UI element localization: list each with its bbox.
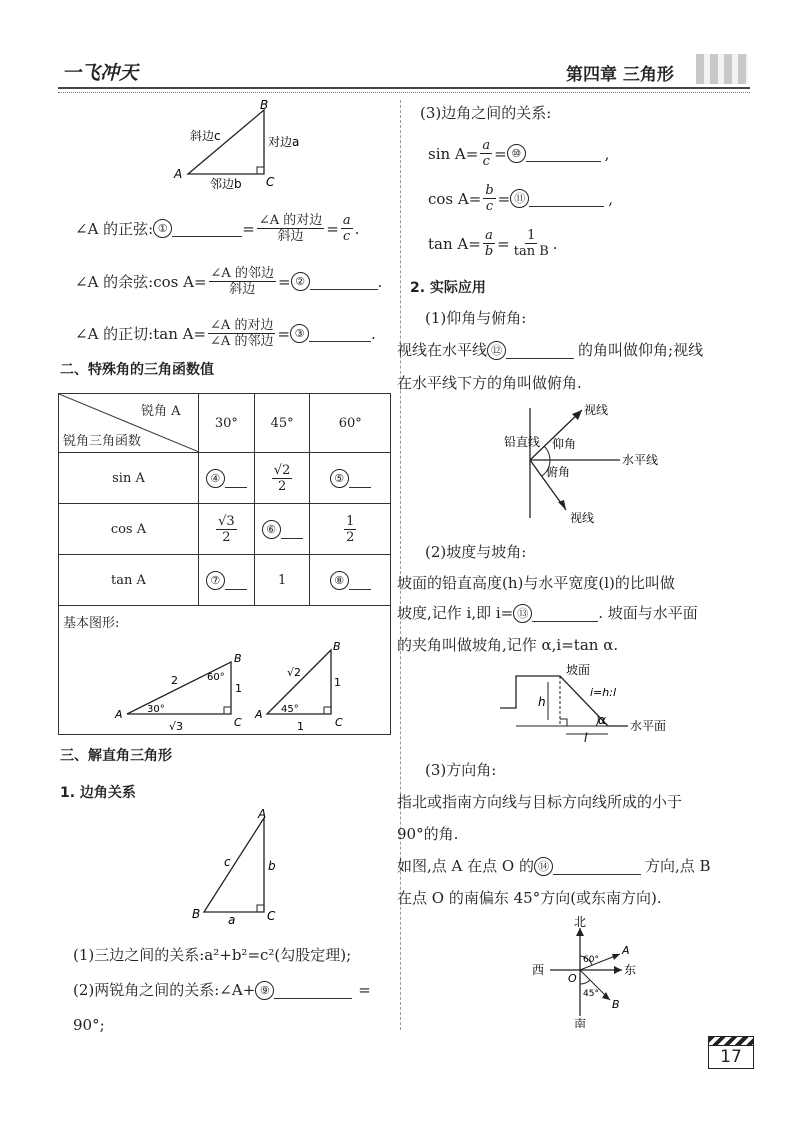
header-rule-dotted bbox=[58, 92, 750, 93]
tan-definition: ∠A 的正切:tan A= $\frac{\text{∠A 的对边}}{\text{∠A 的邻边}}$ = ③ . bbox=[75, 318, 376, 349]
hypotenuse-label: 斜边c bbox=[190, 129, 221, 143]
svg-text:坡面: 坡面 bbox=[566, 663, 591, 677]
table-row: sin A ④ $\frac{√2}{2}$ ⑤ bbox=[59, 453, 391, 504]
svg-text:O: O bbox=[568, 972, 577, 985]
table-header-diagonal: 锐角 A 锐角三角函数 bbox=[59, 394, 199, 453]
blank-2[interactable] bbox=[310, 273, 378, 290]
svg-text:北: 北 bbox=[574, 916, 587, 929]
relation-2-end: 90°; bbox=[73, 1016, 105, 1034]
cos-relation: cos A= $\frac{b}{c}$ = ⑪ , bbox=[428, 183, 613, 214]
svg-text:南: 南 bbox=[574, 1017, 587, 1028]
slope-line-2: 坡度,记作 i,即 i= ⑬ . 坡面与水平面 bbox=[397, 604, 698, 622]
svg-text:b: b bbox=[268, 859, 276, 873]
right-triangle-figure-2 bbox=[188, 808, 298, 930]
svg-text:30°: 30° bbox=[147, 704, 165, 715]
angle-45: 45° bbox=[254, 394, 310, 453]
header-decoration bbox=[696, 54, 748, 84]
blank-3[interactable] bbox=[309, 325, 371, 342]
brand-logo: 一飞冲天 bbox=[62, 62, 139, 84]
subsection-2-title: 2. 实际应用 bbox=[410, 280, 486, 296]
svg-text:A: A bbox=[258, 808, 267, 821]
subsection-1-title: 1. 边角关系 bbox=[60, 785, 136, 801]
svg-text:c: c bbox=[224, 855, 231, 869]
svg-text:东: 东 bbox=[624, 963, 637, 977]
section-2-title: 二、特殊角的三角函数值 bbox=[60, 362, 214, 378]
table-row: cos A $\frac{√3}{2}$ ⑥ $\frac{1}{2}$ bbox=[59, 504, 391, 555]
direction-line-1: 指北或指南方向线与目标方向线所成的小于 bbox=[397, 793, 683, 811]
blank-9[interactable] bbox=[274, 982, 352, 999]
svg-text:45°: 45° bbox=[583, 989, 599, 999]
blank-1[interactable] bbox=[172, 220, 242, 237]
svg-text:a: a bbox=[228, 913, 236, 927]
relation-2: (2)两锐角之间的关系:∠A+ ⑨ = bbox=[73, 981, 371, 999]
svg-text:60°: 60° bbox=[583, 955, 599, 965]
page-number-badge bbox=[708, 1036, 754, 1070]
svg-text:i=h:l: i=h:l bbox=[590, 686, 617, 699]
basic-triangles-figure bbox=[59, 626, 392, 734]
blank-13[interactable] bbox=[532, 605, 598, 622]
svg-text:A: A bbox=[115, 708, 123, 721]
angle-60: 60° bbox=[310, 394, 391, 453]
svg-text:A: A bbox=[622, 944, 630, 957]
sin-relation: sin A= $\frac{a}{c}$ = ⑩ , bbox=[428, 138, 610, 169]
slope-line-1: 坡面的铅直高度(h)与水平宽度(l)的比叫做 bbox=[397, 574, 675, 592]
direction-line-2: 90°的角. bbox=[397, 825, 459, 843]
special-angle-table bbox=[58, 393, 391, 735]
opposite-label: 对边a bbox=[268, 135, 300, 149]
direction-line-4: 在点 O 的南偏东 45°方向(或东南方向). bbox=[397, 889, 662, 907]
angle-30: 30° bbox=[198, 394, 254, 453]
blank-12[interactable] bbox=[506, 342, 574, 359]
cos-definition: ∠A 的余弦:cos A= $\frac{\text{∠A 的邻边}}{\text{斜边}}$ = ② . bbox=[75, 266, 383, 297]
svg-text:俯角: 俯角 bbox=[546, 465, 571, 479]
table-row: tan A ⑦ 1 ⑧ bbox=[59, 555, 391, 606]
basic-figure-cell: 基本图形: B A C 2 60° 1 30° √3 B A C √2 1 45° 1 bbox=[59, 606, 391, 735]
right-triangle-figure bbox=[168, 98, 318, 190]
vertex-b: B bbox=[260, 98, 269, 112]
sin-definition: ∠A 的正弦: ① = $\frac{\text{∠A 的对边}}{\text{斜边}}$ = $\frac{a}{c}$ . bbox=[75, 213, 360, 244]
svg-text:h: h bbox=[538, 695, 546, 709]
svg-text:√3: √3 bbox=[169, 720, 184, 733]
svg-text:C: C bbox=[267, 909, 276, 923]
svg-text:1: 1 bbox=[235, 682, 242, 695]
direction-line-3: 如图,点 A 在点 O 的 ⑭ 方向,点 B bbox=[397, 857, 711, 875]
slope-title: (2)坡度与坡角: bbox=[425, 543, 527, 561]
blank-11[interactable] bbox=[529, 190, 604, 207]
blank-10[interactable] bbox=[526, 145, 601, 162]
svg-text:45°: 45° bbox=[281, 704, 299, 715]
svg-text:√2: √2 bbox=[287, 666, 302, 679]
vertex-a: A bbox=[174, 167, 183, 181]
svg-text:2: 2 bbox=[171, 674, 178, 687]
elevation-title: (1)仰角与俯角: bbox=[425, 309, 527, 327]
blank-2-number: ② bbox=[291, 272, 310, 291]
svg-text:铅直线: 铅直线 bbox=[504, 435, 541, 449]
elevation-line-1: 视线在水平线 ⑫ 的角叫做仰角;视线 bbox=[397, 341, 704, 359]
blank-3-number: ③ bbox=[290, 324, 309, 343]
chapter-title: 第四章 三角形 bbox=[566, 65, 674, 85]
direction-title: (3)方向角: bbox=[425, 761, 497, 779]
slope-figure bbox=[498, 662, 688, 744]
svg-text:B: B bbox=[612, 998, 620, 1011]
svg-text:B: B bbox=[234, 652, 242, 665]
svg-text:视线: 视线 bbox=[584, 403, 609, 417]
compass-figure bbox=[528, 916, 648, 1028]
svg-text:α: α bbox=[598, 713, 606, 727]
svg-text:西: 西 bbox=[532, 963, 545, 977]
svg-text:l: l bbox=[584, 731, 588, 744]
svg-text:A: A bbox=[255, 708, 263, 721]
svg-text:C: C bbox=[335, 716, 343, 729]
elevation-figure bbox=[500, 398, 680, 528]
relation-1: (1)三边之间的关系:a²+b²=c²(勾股定理); bbox=[73, 946, 352, 964]
header-rule bbox=[58, 87, 750, 89]
svg-text:视线: 视线 bbox=[570, 511, 595, 525]
svg-text:仰角: 仰角 bbox=[552, 437, 577, 451]
elevation-line-2: 在水平线下方的角叫做俯角. bbox=[397, 374, 582, 392]
relation-3-title: (3)边角之间的关系: bbox=[420, 104, 552, 122]
adjacent-label: 邻边b bbox=[210, 177, 242, 190]
page-number: 17 bbox=[708, 1046, 754, 1069]
svg-text:水平线: 水平线 bbox=[622, 453, 659, 467]
slope-line-3: 的夹角叫做坡角,记作 α,i=tan α. bbox=[397, 636, 619, 654]
tan-relation: tan A= $\frac{a}{b}$ = $\frac{1}{\text{tan B}}$ . bbox=[428, 228, 558, 259]
svg-text:1: 1 bbox=[297, 720, 304, 733]
blank-1-number: ① bbox=[153, 219, 172, 238]
svg-text:B: B bbox=[192, 907, 201, 921]
blank-14[interactable] bbox=[553, 858, 641, 875]
svg-text:1: 1 bbox=[334, 676, 341, 689]
svg-text:C: C bbox=[234, 716, 242, 729]
vertex-c: C bbox=[266, 175, 275, 189]
svg-text:B: B bbox=[333, 640, 341, 653]
svg-text:水平面: 水平面 bbox=[630, 719, 667, 733]
svg-text:60°: 60° bbox=[207, 672, 225, 683]
section-3-title: 三、解直角三角形 bbox=[60, 748, 172, 764]
